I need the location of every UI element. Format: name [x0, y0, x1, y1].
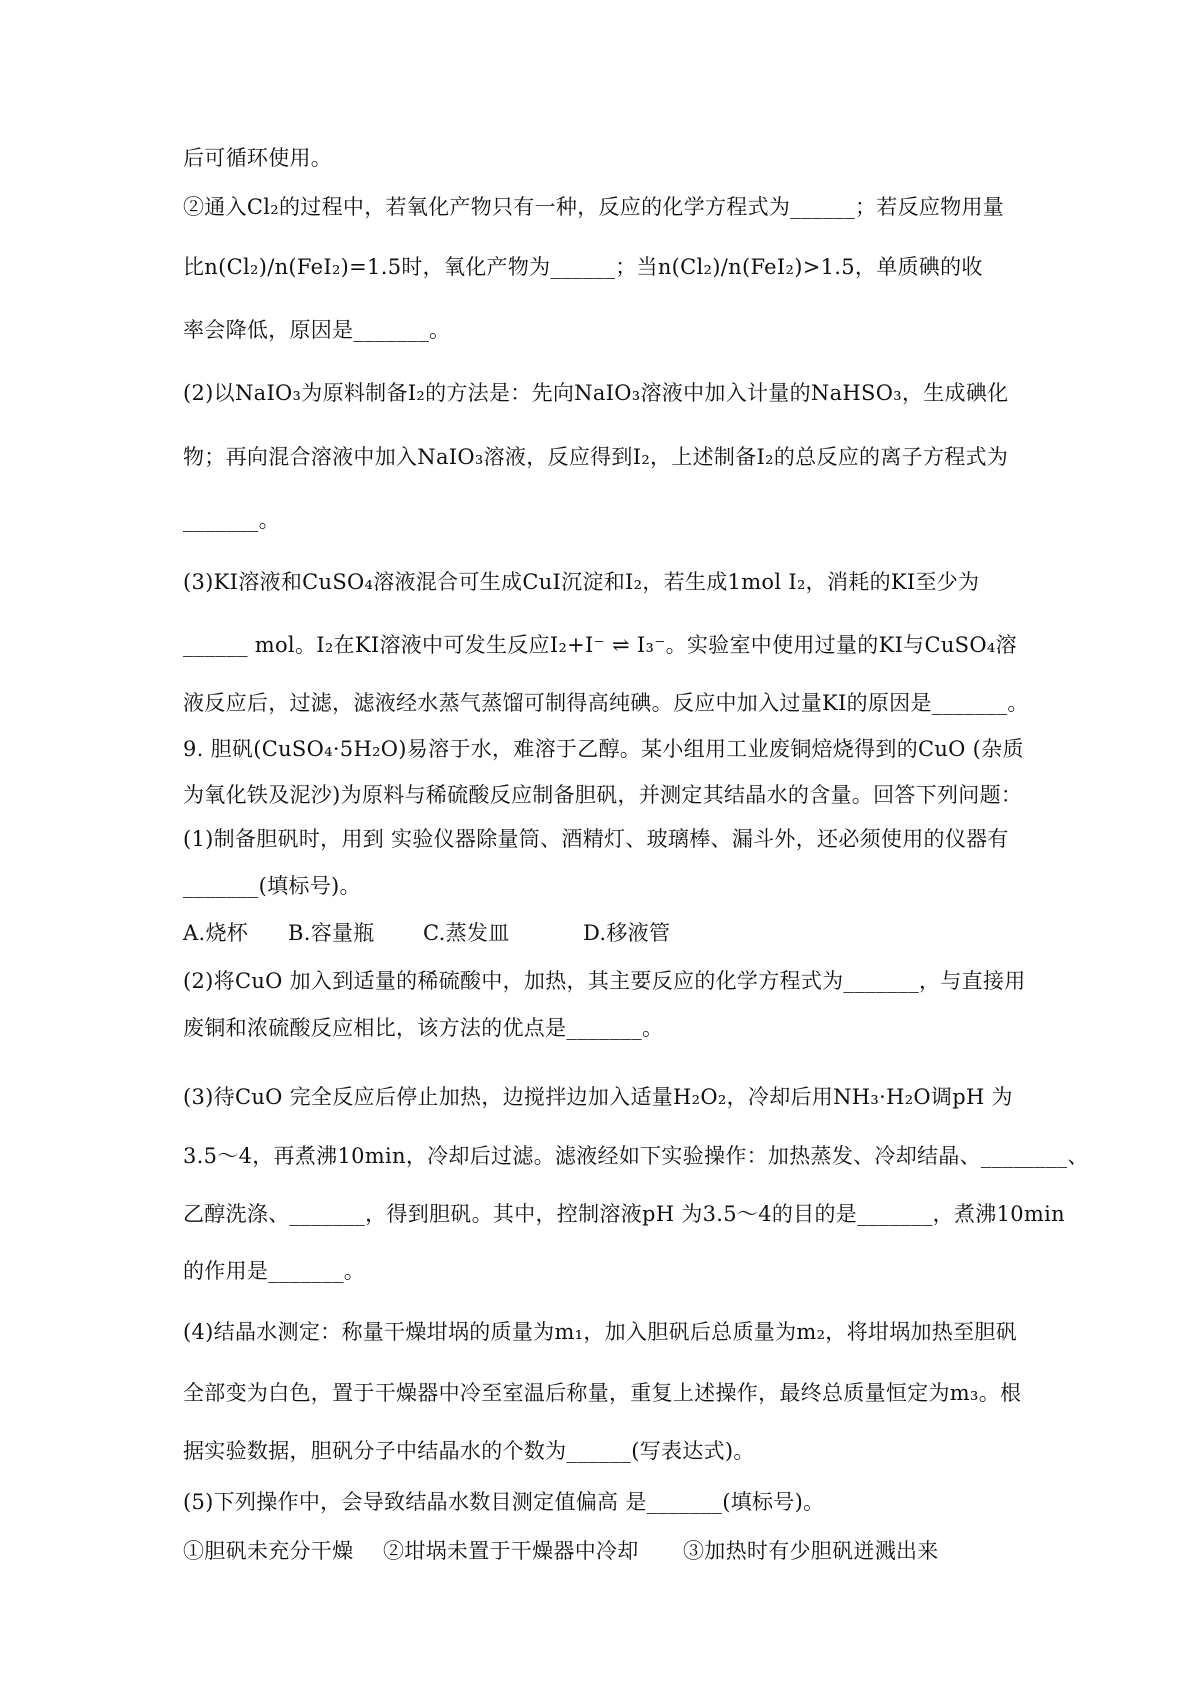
text-line: (4)结晶水测定：称量干燥坩埚的质量为m₁，加入胆矾后总质量为m₂，将坩埚加热至胆矾 [183, 1320, 1018, 1344]
options-row-q5 [183, 1536, 1033, 1566]
text-line: 液反应后，过滤，滤液经水蒸气蒸馏可制得高纯碘。反应中加入过量KI的原因是_______。 [183, 691, 1029, 715]
statement-1: ①胆矾未充分干燥 [183, 1539, 354, 1563]
text-line: ②通入Cl₂的过程中，若氧化产物只有一种，反应的化学方程式为______；若反应物用量 [183, 195, 1005, 219]
text-line: 全部变为白色，置于干燥器中冷至室温后称量，重复上述操作，最终总质量恒定为m₃。根 [183, 1381, 1022, 1405]
text-line: 后可循环使用。 [183, 146, 333, 170]
option-b: B.容量瓶 [288, 921, 375, 945]
text-line: (3)KI溶液和CuSO₄溶液混合可生成CuI沉淀和I₂，若生成1mol I₂，消耗的KI至少为 [183, 570, 980, 594]
text-line: 为氧化铁及泥沙)为原料与稀硫酸反应制备胆矾，并测定其结晶水的含量。回答下列问题： [183, 783, 1023, 807]
option-d: D.移液管 [583, 921, 671, 945]
option-a: A.烧杯 [183, 921, 249, 945]
question-9-stem: 9. 胆矾(CuSO₄·5H₂O)易溶于水，难溶于乙醇。某小组用工业废铜焙烧得到的CuO (杂质 [183, 737, 1024, 761]
text-line: (1)制备胆矾时，用到 实验仪器除量筒、酒精灯、玻璃棒、漏斗外，还必须使用的仪器有 [183, 827, 1009, 851]
text-line: _______(填标号)。 [183, 874, 361, 898]
statement-3: ③加热时有少胆矾迸溅出来 [683, 1539, 939, 1563]
statement-2: ②坩埚未置于干燥器中冷却 [383, 1539, 639, 1563]
text-line: (2)将CuO 加入到适量的稀硫酸中，加热，其主要反应的化学方程式为_______，与直接用 [183, 969, 1026, 993]
text-line: 的作用是_______。 [183, 1259, 366, 1283]
option-c: C.蒸发皿 [423, 921, 510, 945]
options-row-q1 [183, 918, 1033, 948]
text-line: 比n(Cl₂)/n(FeI₂)=1.5时，氧化产物为______；当n(Cl₂)/n(FeI₂)>1.5，单质碘的收 [183, 255, 983, 279]
text-line: (5)下列操作中，会导致结晶水数目测定值偏高 是_______(填标号)。 [183, 1490, 825, 1514]
text-line: 据实验数据，胆矾分子中结晶水的个数为______(写表达式)。 [183, 1439, 755, 1463]
text-line: 3.5～4，再煮沸10min，冷却后过滤。滤液经如下实验操作：加热蒸发、冷却结晶、________、 [183, 1144, 1089, 1168]
text-line: (3)待CuO 完全反应后停止加热，边搅拌边加入适量H₂O₂，冷却后用NH₃·H₂O调pH 为 [183, 1085, 1013, 1109]
text-line: 率会降低，原因是_______。 [183, 318, 451, 342]
text-line: 废铜和浓硫酸反应相比，该方法的优点是_______。 [183, 1016, 664, 1040]
text-line: 乙醇洗涤、_______，得到胆矾。其中，控制溶液pH 为3.5～4的目的是_______，煮沸10min [183, 1202, 1065, 1226]
text-line: (2)以NaIO₃为原料制备I₂的方法是：先向NaIO₃溶液中加入计量的NaHSO₃，生成碘化 [183, 381, 1009, 405]
text-line: _______。 [183, 508, 280, 532]
text-line: 物；再向混合溶液中加入NaIO₃溶液，反应得到I₂，上述制备I₂的总反应的离子方程式为 [183, 445, 1009, 469]
text-line: ______ mol。I₂在KI溶液中可发生反应I₂+I⁻ ⇌ I₃⁻。实验室中使用过量的KI与CuSO₄溶 [183, 633, 1017, 657]
